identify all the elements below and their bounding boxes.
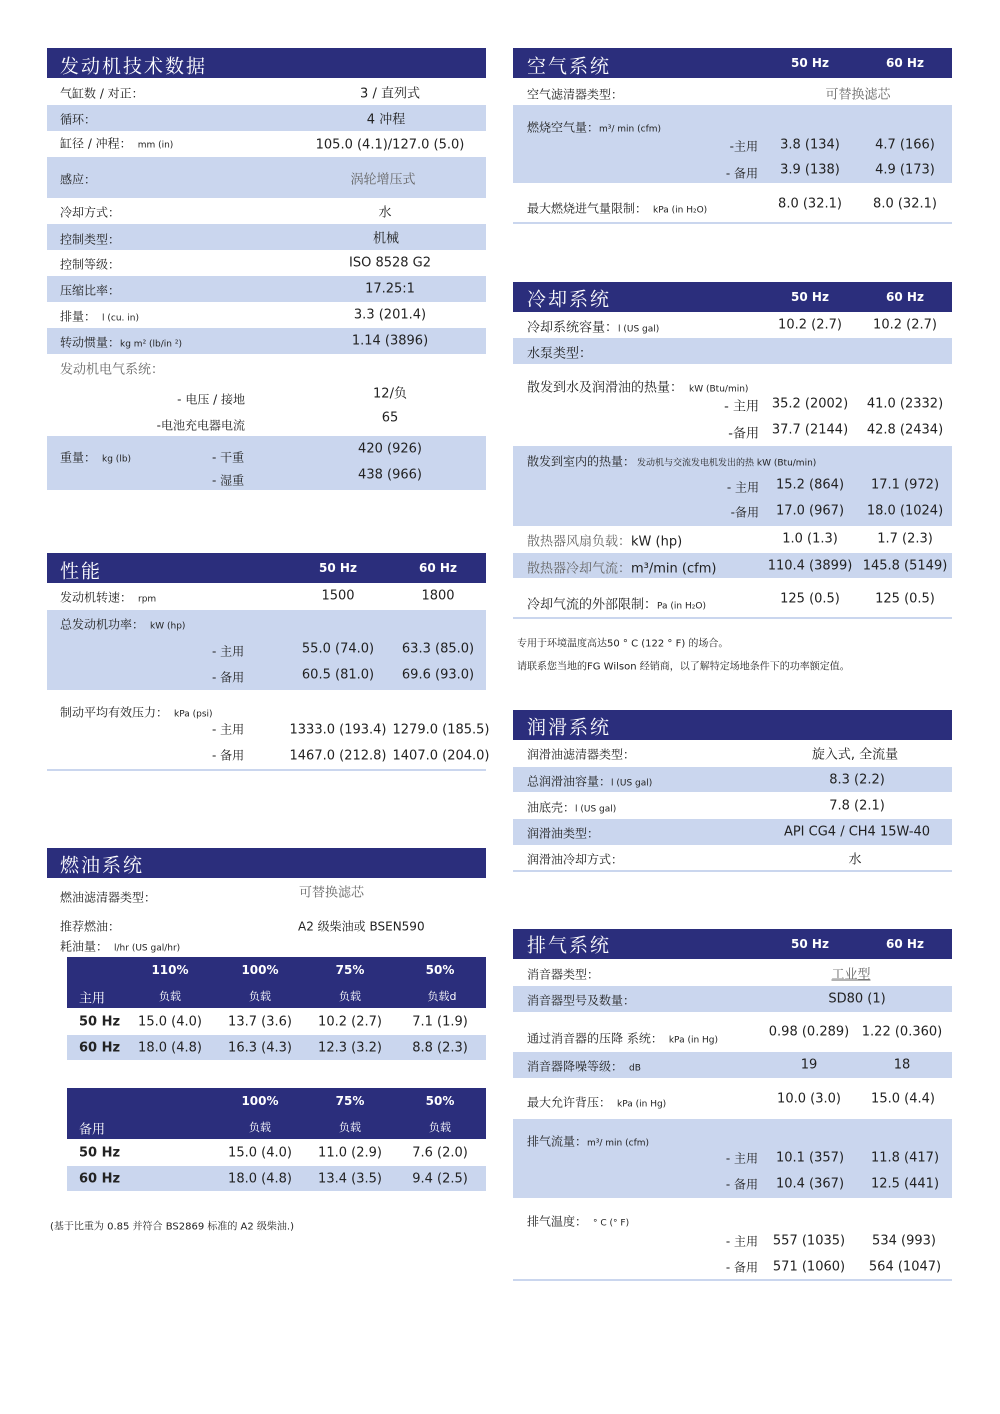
oil-type-label: 润滑油类型： [527,826,600,841]
bmep-prime-50: 1333.0 (193.4) [289,722,387,738]
unit: kPa (psi) [174,709,213,720]
bore-stroke-value: 105.0 (4.1)/127.0 (5.0) [315,137,465,153]
label: 散发到室内的热量： [527,454,636,469]
divider [513,617,952,619]
load-110: 110% [151,963,189,977]
unit: m³/min (cfm) [631,561,717,577]
power-label [60,616,185,633]
dry-weight-value: 420 (926) [358,441,422,457]
unit: kW (hp) [150,621,186,632]
governor-type-value: 机械 [372,231,400,247]
label: 缸径 / 冲程： [60,136,132,151]
cell: 13.7 (3.6) [228,1014,292,1030]
unit: kPa (in Hg) [617,1099,667,1110]
pump-label: 水泵类型： [527,346,593,362]
governor-class-label: 控制等级： [60,257,121,272]
exhaust-flow-label [527,1133,649,1150]
hr-standby-50: 17.0 (967) [775,503,845,519]
load-sub: 负载 [249,1121,271,1134]
prime-label: - 主用 [726,480,759,495]
airflow-50: 110.4 (3899) [767,558,853,574]
cycle-value: 4 冲程 [366,112,406,128]
comb-prime-50: 3.8 (134) [780,137,840,153]
ext-50: 125 (0.5) [780,591,840,607]
label: 耗油量： [60,939,109,954]
hw-prime-60: 41.0 (2332) [866,396,944,412]
unit: m³/ min (cfm) [599,124,662,135]
electrical-label: 发动机电气系统： [60,362,165,378]
power-prime-50: 55.0 (74.0) [301,641,375,657]
cell: 7.1 (1.9) [412,1014,468,1030]
standby-label: -备用 [730,505,759,520]
prime-label: -主用 [729,139,758,154]
comb-standby-50: 3.9 (138) [780,162,840,178]
fuel-filter-label: 燃油滤清器类型： [60,890,157,905]
comb-air-label [527,119,661,136]
wet-weight-label: - 湿重 [212,473,245,488]
standby-label: - 备用 [212,670,245,685]
noise-60: 18 [893,1057,911,1073]
temp-prime-50: 557 (1035) [772,1233,846,1249]
standby-label: - 备用 [212,748,245,763]
noise-label [527,1058,641,1075]
bmep-standby-50: 1467.0 (212.8) [289,748,387,764]
oil-cooling-value: 水 [848,852,862,868]
prime-label: - 主用 [212,644,245,659]
unit: m³/ min (cfm) [587,1138,650,1149]
label: 散热器冷却气流： [527,561,632,577]
aspiration-value: 涡轮增压式 [350,172,416,188]
flow-standby-60: 12.5 (441) [870,1176,940,1192]
label: 排气温度： [527,1214,588,1229]
prime-label: - 主用 [725,1151,758,1166]
cell: 8.8 (2.3) [412,1040,468,1056]
row-band [47,157,486,198]
heat-room-label [527,453,816,470]
row-band [47,105,486,131]
col-50hz: 50 Hz [791,937,829,951]
bore-stroke-label [60,135,173,152]
unit: ° C (° F) [593,1218,630,1229]
label: 制动平均有效压力： [60,705,169,720]
fan-label [527,531,682,550]
cell: 15.0 (4.0) [228,1145,292,1161]
cylinders-value: 3 / 直列式 [360,86,420,102]
fuel-footnote: (基于比重为 0.85 并符合 BS2869 标准的 A2 级柴油.) [50,1221,295,1233]
standby-label: -备用 [728,426,759,442]
cooling-method-label: 冷却方式： [60,205,121,220]
standby-label: - 备用 [725,166,758,181]
displacement-value: 3.3 (201.4) [353,307,427,323]
divider [47,769,486,771]
bmep-standby-60: 1407.0 (204.0) [392,748,490,764]
backpressure-label [527,1094,666,1111]
col-60hz: 60 Hz [419,561,457,575]
unit: kW (hp) [631,534,683,550]
power-prime-60: 63.3 (85.0) [401,641,475,657]
unit: kPa (in Hg) [668,1035,719,1046]
air-filter-value: 可替换滤芯 [825,87,891,103]
ext-60: 125 (0.5) [875,591,935,607]
cell: 15.0 (4.0) [138,1014,202,1030]
flow-prime-50: 10.1 (357) [775,1150,845,1166]
airflow-label [527,558,716,577]
label: 排量： [60,309,97,324]
load-sub: 负载 [339,1121,361,1134]
comb-prime-60: 4.7 (166) [875,137,935,153]
unit: 发动机与交流发电机发出的热 kW (Btu/min) [637,458,817,469]
label: 油底壳： [527,800,576,815]
label: 排气流量： [527,1134,588,1149]
load-100: 100% [241,963,279,977]
cell: 18.0 (4.8) [228,1171,292,1187]
comb-standby-60: 4.9 (173) [875,162,935,178]
inertia-label [60,334,182,351]
sump-label [527,799,616,816]
restr-50: 8.0 (32.1) [778,196,842,212]
governor-type-label: 控制类型： [60,232,121,247]
unit: kg m² (lb/in ²) [120,339,182,350]
speed-60: 1800 [421,588,455,604]
back-60: 15.0 (4.4) [871,1091,935,1107]
col-60hz: 60 Hz [886,937,924,951]
hr-prime-60: 17.1 (972) [870,477,940,493]
label: 发动机转速： [60,590,133,605]
flow-prime-60: 11.8 (417) [870,1150,940,1166]
air-restriction-label [527,200,707,217]
cooling-title: 冷却系统 [527,288,612,311]
prime-mode: 主用 [79,991,106,1007]
power-standby-50: 60.5 (81.0) [301,667,375,683]
fuel-filter-value: 可替换滤芯 [299,885,365,901]
unit: l (US gal) [611,778,653,789]
hr-standby-60: 18.0 (1024) [866,503,944,519]
inertia-value: 1.14 (3896) [351,333,429,349]
col-50hz: 50 Hz [791,290,829,304]
unit: kPa (in H₂O) [653,205,708,216]
divider [513,222,952,224]
hw-standby-60: 42.8 (2434) [866,422,944,438]
airflow-60: 145.8 (5149) [862,558,948,574]
cooling-note-1: 专用于环境温度高达50 ° C (122 ° F) 的场合。 [517,638,729,650]
rec-fuel-label: 推荐燃油： [60,919,121,934]
label: 燃烧空气量： [527,120,600,135]
hz-label: 50 Hz [79,1145,121,1161]
engine-title: 发动机技术数据 [60,55,208,78]
exhaust-title: 排气系统 [527,934,612,957]
hz-label: 60 Hz [79,1040,121,1056]
muffler-model-label: 消音器型号及数量： [527,993,636,1008]
temp-standby-50: 571 (1060) [772,1259,846,1275]
oil-filter-value: 旋入式, 全流量 [811,747,899,763]
cell: 16.3 (4.3) [228,1040,292,1056]
hz-label: 60 Hz [79,1171,121,1187]
speed-label [60,589,156,606]
cooling-method-value: 水 [378,205,392,221]
label: 消音器降噪等级： [527,1059,624,1074]
divider [513,870,952,872]
cell: 7.6 (2.0) [412,1145,468,1161]
noise-50: 19 [800,1057,818,1073]
capacity-label [527,317,659,336]
voltage-value: 12/负 [373,386,407,402]
oil-type-value: API CG4 / CH4 15W-40 [783,824,931,840]
exhaust-temp-label [527,1213,629,1230]
power-standby-60: 69.6 (93.0) [401,667,475,683]
sump-value: 7.8 (2.1) [829,798,885,814]
oil-cooling-label: 润滑油冷却方式： [527,852,624,867]
label: 散热器风扇负载： [527,534,632,550]
label: 总润滑油容量： [527,774,612,789]
standby-label: - 备用 [725,1177,758,1192]
fuel-title: 燃油系统 [60,854,145,877]
label: 冷却系统容量： [527,320,619,336]
pdrop-50: 0.98 (0.289) [768,1024,850,1040]
label: 冷却气流的外部限制： [527,597,658,613]
cell: 12.3 (3.2) [318,1040,382,1056]
load-sub: 负载 [429,1121,451,1134]
load-75: 75% [335,963,365,977]
oil-capacity-value: 8.3 (2.2) [829,772,885,788]
performance-title: 性能 [60,560,103,583]
bmep-label [60,704,213,721]
unit: dB [629,1063,641,1074]
pdrop-60: 1.22 (0.360) [861,1024,943,1040]
load-sub: 负载d [427,990,457,1003]
load-50: 50% [425,963,455,977]
heat-water-label [527,377,748,396]
oil-filter-label: 润滑油滤清器类型： [527,747,636,762]
restr-60: 8.0 (32.1) [873,196,937,212]
col-60hz: 60 Hz [886,290,924,304]
cylinders-label: 气缸数 / 对正： [60,86,144,101]
speed-50: 1500 [321,588,355,604]
divider [513,1279,952,1281]
fan-60: 1.7 (2.3) [877,531,933,547]
load-100: 100% [241,1094,279,1108]
voltage-label: - 电压 / 接地 [177,392,245,407]
bmep-prime-60: 1279.0 (185.5) [392,722,490,738]
load-sub: 负载 [249,990,271,1003]
displacement-label [60,308,139,325]
col-50hz: 50 Hz [791,56,829,70]
ext-restriction-label [527,594,706,613]
back-50: 10.0 (3.0) [777,1091,841,1107]
lube-title: 润滑系统 [527,716,612,739]
rec-fuel-value: A2 级柴油或 BSEN590 [298,919,425,934]
standby-mode: 备用 [79,1122,106,1138]
unit: kg (lb) [102,454,132,465]
label: 最大燃烧进气量限制： [527,201,648,216]
charger-label: -电池充电器电流 [156,418,245,433]
unit: Pa (in H₂O) [657,601,706,612]
unit: mm (in) [137,140,174,151]
capacity-60: 10.2 (2.7) [873,317,937,333]
dry-weight-label: - 干重 [212,450,245,465]
weight-label [60,449,131,466]
load-sub: 负载 [339,990,361,1003]
hr-prime-50: 15.2 (864) [775,477,845,493]
cell: 9.4 (2.5) [412,1171,468,1187]
air-filter-label: 空气滤清器类型： [527,87,624,102]
prime-label: - 主用 [724,399,759,415]
hw-standby-50: 37.7 (2144) [771,422,849,438]
hz-label: 50 Hz [79,1014,121,1030]
label: 重量： [60,450,97,465]
unit: rpm [138,594,157,605]
temp-standby-60: 564 (1047) [868,1259,942,1275]
cell: 13.4 (3.5) [318,1171,382,1187]
label: 散发到水及润滑油的热量： [527,380,684,396]
unit: l/hr (US gal/hr) [114,943,181,954]
col-60hz: 60 Hz [886,56,924,70]
oil-capacity-label [527,773,652,790]
col-50hz: 50 Hz [319,561,357,575]
load-50: 50% [425,1094,455,1108]
unit: kW (Btu/min) [689,384,749,395]
unit: l (US gal) [618,324,660,335]
cell: 18.0 (4.8) [138,1040,202,1056]
unit: l (cu. in) [102,313,139,324]
cell: 11.0 (2.9) [318,1145,382,1161]
label: 通过消音器的压降 系统： [527,1031,663,1046]
flow-standby-50: 10.4 (367) [775,1176,845,1192]
prime-label: - 主用 [725,1234,758,1249]
standby-label: - 备用 [725,1260,758,1275]
temp-prime-60: 534 (993) [872,1233,936,1249]
compression-label: 压缩比率： [60,283,121,298]
cycle-label: 循环： [60,112,97,127]
charger-value: 65 [381,410,399,426]
muffler-type-label: 消音器类型： [527,967,600,982]
unit: l (US gal) [575,804,617,815]
pressure-drop-label [527,1030,718,1047]
cooling-note-2: 请联系您当地的FG Wilson 经销商，以了解特定场地条件下的功率额定值。 [517,661,850,673]
aspiration-label: 感应： [60,172,97,187]
prime-label: - 主用 [212,722,245,737]
compression-value: 17.25:1 [365,281,415,297]
hw-prime-50: 35.2 (2002) [771,396,849,412]
consumption-label [60,938,180,955]
load-sub: 负载 [159,990,181,1003]
capacity-50: 10.2 (2.7) [778,317,842,333]
label: 总发动机功率： [60,617,145,632]
wet-weight-value: 438 (966) [358,467,422,483]
muffler-type-value: 工业型 [831,967,871,983]
load-75: 75% [335,1094,365,1108]
label: 最大允许背压： [527,1095,612,1110]
label: 转动惯量： [60,335,121,350]
cell: 10.2 (2.7) [318,1014,382,1030]
fan-50: 1.0 (1.3) [782,531,838,547]
muffler-model-value: SD80 (1) [828,991,886,1007]
governor-class-value: ISO 8528 G2 [348,255,432,271]
air-title: 空气系统 [527,55,612,78]
